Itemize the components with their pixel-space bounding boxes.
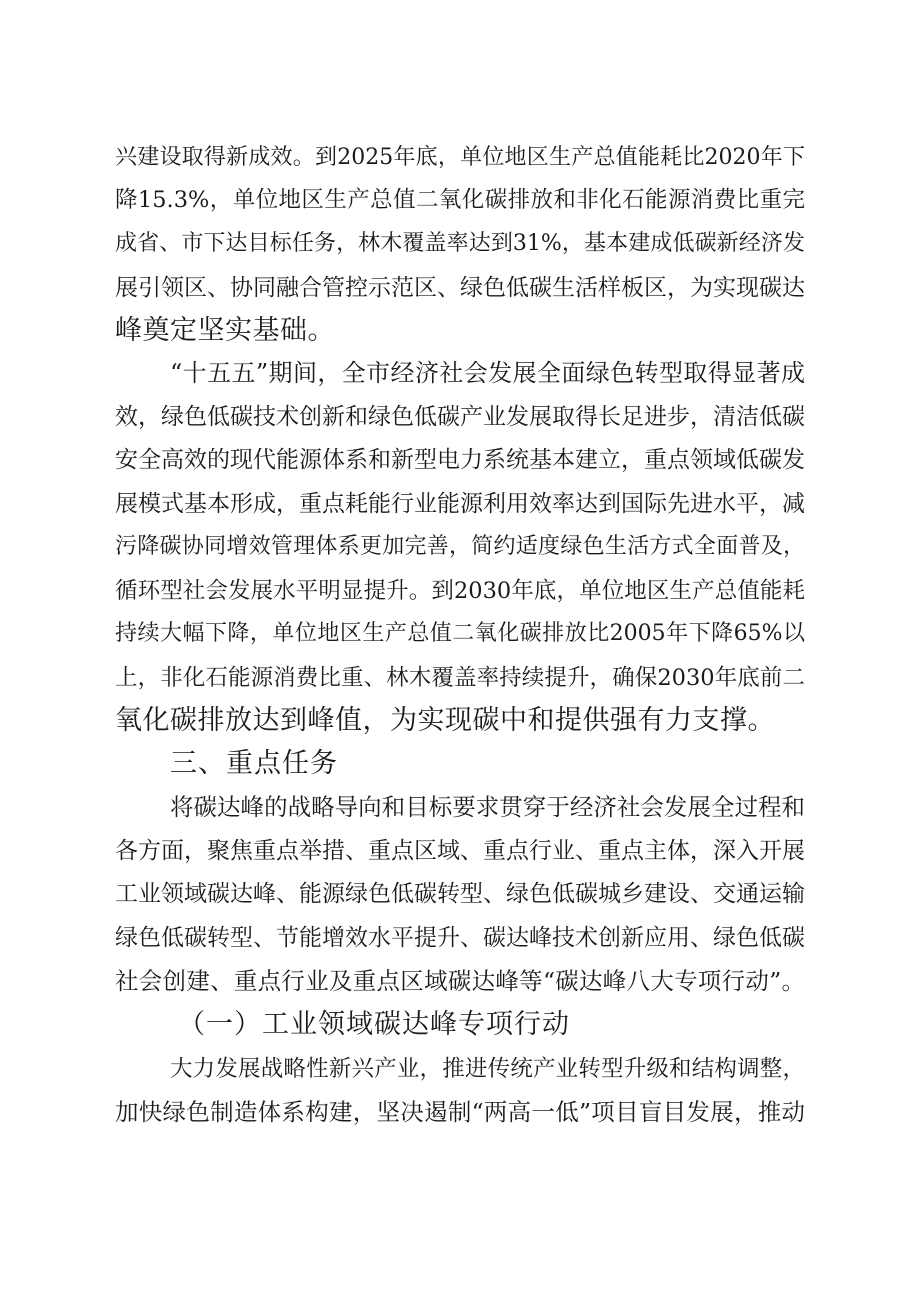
text-line: 上，非化石能源消费比重、林木覆盖率持续提升，确保2030年底前二 [115, 665, 805, 691]
text-line: 社会创建、重点行业及重点区域碳达峰等“碳达峰八大专项行动”。 [115, 967, 805, 995]
text-line: 峰奠定坚实基础。 [115, 315, 335, 346]
text-line: 安全高效的现代能源体系和新型电力系统基本建立，重点领域低碳发 [115, 447, 805, 473]
text-line: 加快绿色制造体系构建，坚决遏制“两高一低”项目盲目发展，推动 [115, 1098, 805, 1126]
text-line: 效，绿色低碳技术创新和绿色低碳产业发展取得长足进步，清洁低碳 [115, 404, 805, 430]
text-line: 展模式基本形成，重点耗能行业能源利用效率达到国际先进水平，减 [115, 491, 805, 517]
text-line: 展引领区、协同融合管控示范区、绿色低碳生活样板区，为实现碳达 [115, 275, 805, 301]
text-line: “十五五”期间，全市经济社会发展全面绿色转型取得显著成 [170, 359, 805, 387]
section-heading: 三、重点任务 [170, 748, 338, 779]
text-line: 绿色低碳转型、节能增效水平提升、碳达峰技术创新应用、绿色低碳 [115, 925, 805, 951]
text-line: 污降碳协同增效管理体系更加完善，简约适度绿色生活方式全面普及， [115, 534, 805, 559]
text-line: 大力发展战略性新兴产业，推进传统产业转型升级和结构调整， [170, 1056, 805, 1082]
text-line: 氧化碳排放达到峰值，为实现碳中和提供强有力支撑。 [115, 705, 775, 736]
text-line: 将碳达峰的战略导向和目标要求贯穿于经济社会发展全过程和 [170, 793, 805, 821]
text-line: 各方面，聚焦重点举措、重点区域、重点行业、重点主体，深入开展 [115, 838, 805, 864]
text-line: 成省、市下达目标任务，林木覆盖率达到31%，基本建成低碳新经济发 [115, 231, 805, 256]
subsection-heading: （一）工业领域碳达峰专项行动 [178, 1009, 570, 1040]
text-line: 工业领域碳达峰、能源绿色低碳转型、绿色低碳城乡建设、交通运输 [115, 881, 805, 907]
text-line: 持续大幅下降，单位地区生产总值二氧化碳排放比2005年下降65%以 [115, 621, 805, 646]
text-line: 降15.3%，单位地区生产总值二氧化碳排放和非化石能源消费比重完 [115, 187, 805, 213]
text-line: 循环型社会发展水平明显提升。到2030年底，单位地区生产总值能耗 [115, 578, 805, 604]
text-line: 兴建设取得新成效。到2025年底，单位地区生产总值能耗比2020年下 [115, 145, 805, 170]
